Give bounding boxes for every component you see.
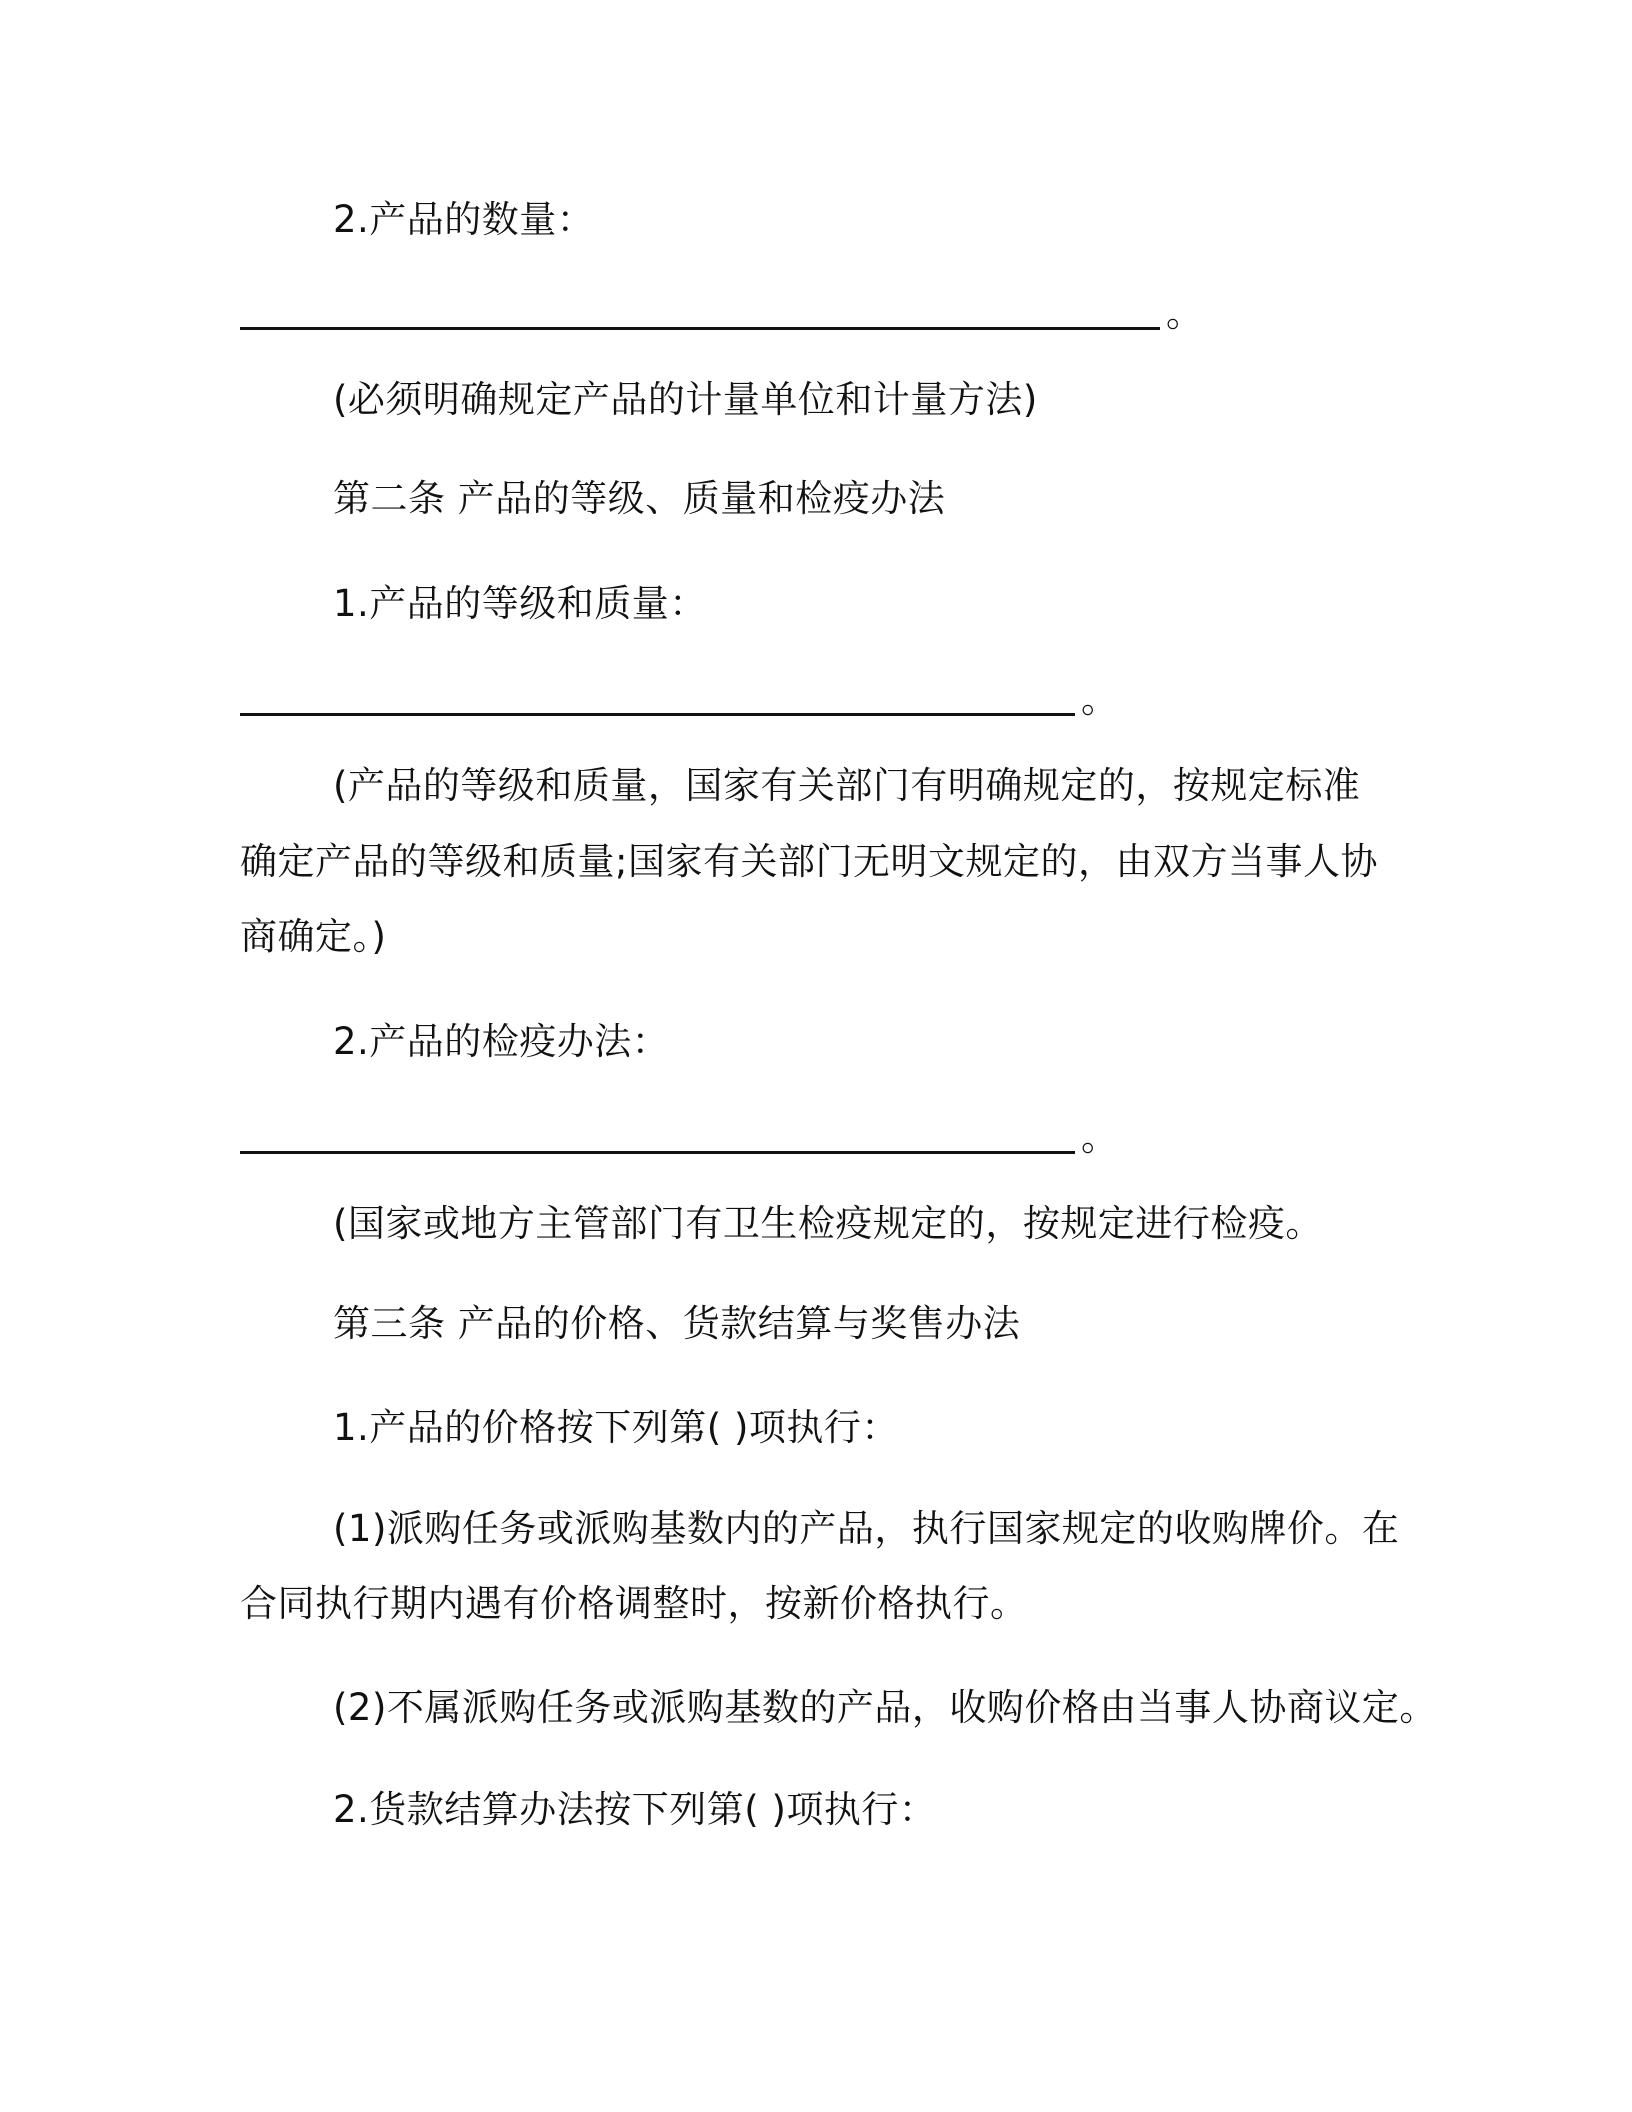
fill-in-blank-quarantine: [240, 1114, 1118, 1162]
note-grade-quality-line-2: 确定产品的等级和质量;国家有关部门无明文规定的，由双方当事人协: [240, 840, 1378, 883]
blank-underline: [240, 713, 1075, 716]
clause-item-quantity: 2.产品的数量：: [333, 198, 595, 241]
clause-item-grade-quality: 1.产品的等级和质量：: [333, 582, 707, 625]
article-2-heading: 第二条 产品的等级、质量和检疫办法: [333, 477, 946, 520]
note-quantity: (必须明确规定产品的计量单位和计量方法): [333, 378, 1038, 421]
blank-underline: [240, 1151, 1075, 1154]
fill-in-blank-grade-quality: [240, 676, 1118, 724]
note-quarantine: (国家或地方主管部门有卫生检疫规定的，按规定进行检疫。: [333, 1202, 1323, 1245]
clause-item-price: 1.产品的价格按下列第( )项执行：: [333, 1406, 899, 1449]
note-grade-quality-line-3: 商确定。): [240, 915, 387, 958]
clause-item-payment: 2.货款结算办法按下列第( )项执行：: [333, 1788, 937, 1831]
note-grade-quality-line-1: (产品的等级和质量，国家有关部门有明确规定的，按规定标准: [333, 764, 1361, 807]
blank-underline: [240, 327, 1160, 330]
price-option-2: (2)不属派购任务或派购基数的产品，收购价格由当事人协商议定。: [333, 1686, 1437, 1729]
clause-item-quarantine: 2.产品的检疫办法：: [333, 1020, 670, 1063]
price-option-1-line-1: (1)派购任务或派购基数内的产品，执行国家规定的收购牌价。在: [333, 1507, 1400, 1550]
price-option-1-line-2: 合同执行期内遇有价格调整时，按新价格执行。: [240, 1582, 1028, 1625]
fill-in-blank-quantity: [240, 290, 1203, 338]
article-3-heading: 第三条 产品的价格、货款结算与奖售办法: [333, 1302, 1021, 1345]
blank-period: 。: [1081, 1116, 1118, 1159]
blank-period: 。: [1081, 678, 1118, 721]
blank-period: 。: [1166, 292, 1203, 335]
